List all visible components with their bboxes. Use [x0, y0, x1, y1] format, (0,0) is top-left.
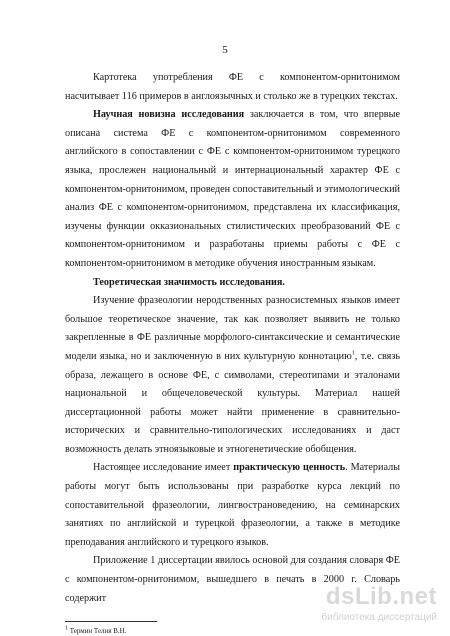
- practical-value-term: практическую ценность: [233, 462, 346, 474]
- practical-text-b: . Материалы работы могут быть использованы при разработке курса лекций по сопоставительной фразеологии, лингвострановедению, на семинарских занятиях по английской и турецкой фразеологии, а также в методике преподавания английского и турецкого языков.: [65, 462, 400, 548]
- theory-heading: Теоретическая значимость исследования.: [93, 276, 285, 288]
- watermark-logo: dsLib.net: [325, 583, 437, 610]
- watermark: [297, 584, 437, 628]
- paragraph-theory: [65, 292, 400, 459]
- theory-text-a: Изучение фразеологии неродственных разносистемных языков имеет большое теоретическое значение, так как позволяет выявить не только закрепленные в ФЕ различные морфолого-синтаксические и семантические модели языка, но и заключенную в них культурную коннотацию: [65, 295, 400, 362]
- theory-text-b: , т.е. связь образа, лежащего в основе ФЕ, с символами, стереотипами и эталонами национальной и общечеловеческой культуры. Материал нашей диссертационной работы может найти применение в сравнительно-исторических и сравнительно-типологических исследованиях и даст возможность делать этноязыковые и этногенетические обобщения.: [65, 350, 400, 455]
- footnote-divider: [65, 621, 157, 622]
- paragraph-practical: [65, 459, 400, 552]
- page-number: 5: [222, 44, 228, 56]
- footnote-marker: 1: [65, 625, 68, 632]
- watermark-tagline: библиотека диссертаций: [321, 612, 437, 623]
- paragraph-novelty: [65, 106, 400, 273]
- paragraph-appendix: Приложение 1 диссертации явилось основой для создания словаря ФЕ с компонентом-орнитонимом, вышедшего в печать в 2000 г. Словарь содержит: [65, 555, 400, 604]
- paragraph-card-index: Картотека употребления ФЕ с компонентом-орнитонимом насчитывает 116 примеров в англоязычных и столько же в турецких текстах.: [65, 72, 400, 102]
- footnote-reference: 1: [351, 350, 355, 357]
- novelty-heading: Научная новизна исследования: [93, 109, 245, 121]
- footnote: [65, 627, 126, 636]
- practical-text-a: Настоящее исследование имеет: [93, 462, 234, 474]
- body-text: [65, 69, 400, 608]
- footnote-text: Термин Телия В.Н.: [68, 627, 127, 635]
- novelty-text: заключается в том, что впервые описана система ФЕ с компонентом-орнитонимом современного английского в сопоставлении с ФЕ с компонентом-орнитонимом турецкого языка, прослежен национальный и интернациональный характер ФЕ с компонентом-орнитонимом, проведен сопоставительный и этимологический анализ ФЕ с компонентом-орнитонимом, представлена их классификация, изучены функции окказиональных стилистических преобразований ФЕ с компонентом-орнитонимом и разработаны приемы работы с ФЕ с компонентом-орнитонимом в методике обучения иностранным языкам.: [65, 109, 400, 269]
